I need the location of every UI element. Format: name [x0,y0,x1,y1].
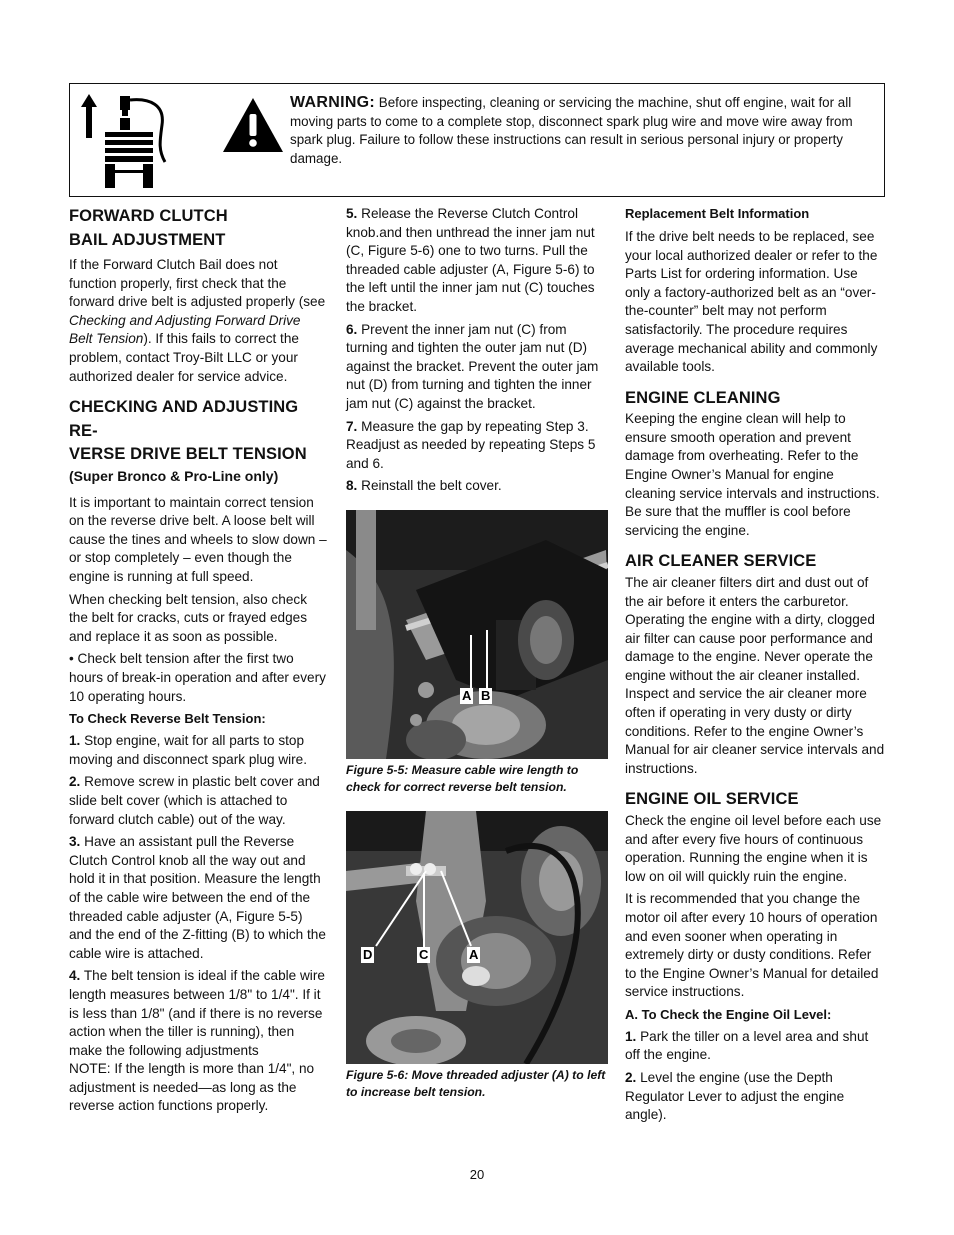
column-middle [346,205,608,1102]
air-cleaner-heading: AIR CLEANER SERVICE [625,552,817,571]
step-4: 4. The belt tension is ideal if the cable wire length measures between 1/8" to 1/4". If it is less than 1/8" (and if there is no reverse action when the tiller is running), then make the following adjustments [69,968,325,1058]
step-7: 7. Measure the gap by repeating Step 3. Readjust as needed by repeating Steps 5 and 6. [346,418,596,471]
step-6: 6. Prevent the inner jam nut (C) from turning and tighten the outer jam nut (D) against the bracket. Prevent the outer jam nut (D) from turning and tighten the inner jam nut (C) against the bracket. [346,321,599,411]
column-left [69,205,327,1120]
warning-body: Before inspecting, cleaning or servicing the machine, shut off engine, wait for all moving parts to come to a complete stop, disconnect spark plug wire and move wire away from spark plug. Failure to follow these instructions can result in serious personal injury or property damage. [290,95,853,166]
engine-oil-paragraph-1: Check the engine oil level before each use and after every five hours of continuous operation. Running the engine when it is low on oil will quickly ruin the engine. [625,812,882,884]
page-number: 20 [469,1167,485,1182]
figure-label-a2: A [469,946,479,962]
figure-5-6-caption: Figure 5-6: Move threaded adjuster (A) to left to increase belt tension. [346,1067,606,1100]
jam-nut-photo-illustration [346,811,608,1064]
oil-step-1: 1. Park the tiller on a level area and shut off the engine. [625,1028,869,1063]
warning-label: WARNING: [290,94,376,111]
reverse-belt-heading: CHECKING AND ADJUSTING RE- VERSE DRIVE BELT TENSION [69,398,307,464]
figure-label-d: D [363,946,373,962]
forward-clutch-heading: FORWARD CLUTCH BAIL ADJUSTMENT [69,207,228,249]
disconnect-spark-plug-icon [80,90,180,190]
forward-belt-reference: Checking and Adjusting Forward Drive Belt Tension [69,312,301,347]
replacement-belt-heading: Replacement Belt Information [625,206,810,221]
figure-5-6-photo [346,811,608,1064]
warning-box [69,83,885,197]
forward-clutch-paragraph: If the Forward Clutch Bail does not function properly, first check that the forward drive belt is adjusted properly (see Checking and Adjusting Forward Drive Belt Tension). If this fails to correct the problem, contact Troy-Bilt LLC or your authorized dealer for service advice. [69,257,326,384]
reverse-paragraph-3: • Check belt tension after the first two hours of break-in operation and after every 10 operating hours. [69,651,326,704]
cable-adjuster-photo-illustration [346,510,608,759]
engine-oil-heading: ENGINE OIL SERVICE [625,790,799,809]
check-tension-subhead: To Check Reverse Belt Tension: [69,711,266,727]
note: NOTE: If the length is more than 1/4", no adjustment is needed—as long as the reverse action functions properly. [69,1061,315,1114]
reverse-paragraph-1: It is important to maintain correct tension on the reverse drive belt. A loose belt will cause the tines and wheels to slow down – or stop completely – even though the engine is running at full speed. [69,494,327,585]
check-oil-subhead: A. To Check the Engine Oil Level: [625,1006,832,1022]
column-right [625,205,885,1129]
engine-cleaning-paragraph: Keeping the engine clean will help to ensure smooth operation and prevent damage from overheating. Refer to the Engine Owner’s Manual for engine cleaning service intervals and instructions. Be sure that the muffler is cool before servicing the engine. [625,411,880,538]
reverse-belt-subtitle: (Super Bronco & Pro-Line only) [69,467,279,484]
figure-label-c: C [419,946,429,962]
reverse-paragraph-2: When checking belt tension, also check the belt for cracks, cuts or frayed edges and replace it as soon as possible. [69,591,308,644]
replacement-belt-paragraph: If the drive belt needs to be replaced, see your local authorized dealer or refer to the Parts List for ordering information. Use only a factory-authorized belt as an “over-the-counter” belt may not perform satisfactorily. The procedure requires average mechanical ability and commonly available tools. [625,229,878,375]
step-5: 5. Release the Reverse Clutch Control knob.and then unthread the inner jam nut (C, Figure 5-6) one to two turns. Pull the threaded cable adjuster (A, Figure 5-6) to the left until the inner jam nut (C) touches the bracket. [346,206,595,314]
air-cleaner-paragraph: The air cleaner filters dirt and dust out of the air before it enters the carburetor. Operating the engine with a dirty, clogged air filter can cause poor performance and damage to the engine. Never operate the engine without the air cleaner installed. Inspect and service the air cleaner more often if operating in very dusty or dirty conditions. Refer to the engine Owner’s Manual for air cleaner service intervals and instructions. [625,574,885,776]
step-8: 8. Reinstall the belt cover. [346,478,502,494]
warning-text [290,94,880,168]
figure-5-5-photo [346,510,608,759]
step-3: 3. Have an assistant pull the Reverse Clutch Control knob all the way out and hold it in that position. Measure the length of the cable wire between the end of the threaded cable adjuster (A, Figure 5-5) and the end of the Z-fitting (B) to which the cable wire is attached. [69,834,326,961]
oil-step-2: 2. Level the engine (use the Depth Regulator Lever to adjust the engine angle). [625,1070,845,1123]
warning-triangle-icon [222,97,284,153]
engine-cleaning-heading: ENGINE CLEANING [625,388,781,407]
engine-oil-paragraph-2: It is recommended that you change the motor oil after every 10 hours of operation and even sooner when operating in extremely dirty or dusty conditions. Refer to the Engine Owner’s Manual for detailed service instructions. [625,891,879,1000]
figure-label-b: B [481,687,491,703]
figure-5-5-caption: Figure 5-5: Measure cable wire length to check for correct reverse belt tension. [346,762,579,795]
figure-label-a: A [462,687,472,703]
step-2: 2. Remove screw in plastic belt cover and slide belt cover (which is attached to forward clutch cable) out of the way. [69,774,320,827]
step-1: 1. Stop engine, wait for all parts to stop moving and disconnect spark plug wire. [69,733,308,767]
